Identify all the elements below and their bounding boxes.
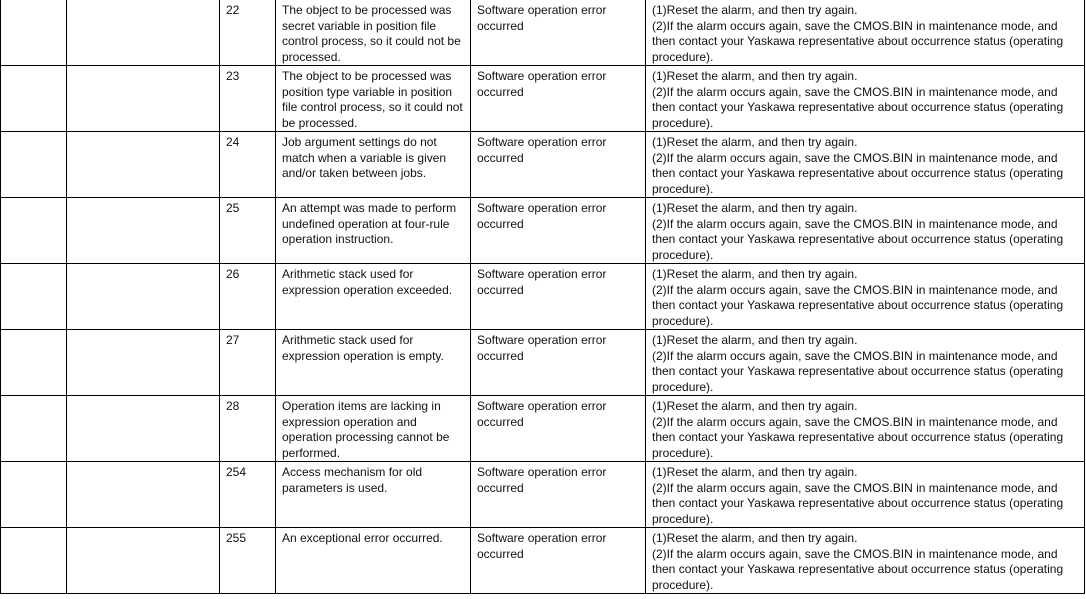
empty-cell xyxy=(67,66,220,132)
remedy-cell xyxy=(646,528,1085,594)
remedy-cell xyxy=(646,396,1085,462)
table-row xyxy=(1,66,1085,132)
remedy-step-1: (1)Reset the alarm, and then try again. xyxy=(652,399,858,413)
sub-code-cell: 27 xyxy=(220,330,276,396)
empty-cell xyxy=(67,528,220,594)
remedy-cell xyxy=(646,264,1085,330)
remedy-cell xyxy=(646,462,1085,528)
empty-cell xyxy=(67,198,220,264)
empty-cell xyxy=(67,264,220,330)
meaning-cell: An attempt was made to perform undefined operation at four-rule operation instruction. xyxy=(276,198,471,264)
meaning-cell: Access mechanism for old parameters is used. xyxy=(276,462,471,528)
table-row xyxy=(1,198,1085,264)
empty-cell xyxy=(67,330,220,396)
remedy-step-2: (2)If the alarm occurs again, save the CMOS.BIN in maintenance mode, and then contact your Yaskawa representative about occurrence status (operating procedure). xyxy=(652,414,1064,460)
remedy-step-1: (1)Reset the alarm, and then try again. xyxy=(652,465,858,479)
table-row xyxy=(1,462,1085,528)
remedy-step-2: (2)If the alarm occurs again, save the CMOS.BIN in maintenance mode, and then contact your Yaskawa representative about occurrence status (operating procedure). xyxy=(652,546,1064,592)
cause-cell: Software operation error occurred xyxy=(471,66,646,132)
table-row xyxy=(1,528,1085,594)
table-row xyxy=(1,132,1085,198)
table-row xyxy=(1,396,1085,462)
empty-cell xyxy=(1,198,67,264)
meaning-cell: Job argument settings do not match when a variable is given and/or taken between jobs. xyxy=(276,132,471,198)
remedy-step-2: (2)If the alarm occurs again, save the CMOS.BIN in maintenance mode, and then contact your Yaskawa representative about occurrence status (operating procedure). xyxy=(652,216,1064,262)
empty-cell xyxy=(67,0,220,66)
remedy-step-1: (1)Reset the alarm, and then try again. xyxy=(652,69,858,83)
empty-cell xyxy=(1,0,67,66)
remedy-cell xyxy=(646,198,1085,264)
meaning-cell: The object to be processed was position type variable in position file control process, so it could not be processed. xyxy=(276,66,471,132)
remedy-step-2: (2)If the alarm occurs again, save the CMOS.BIN in maintenance mode, and then contact your Yaskawa representative about occurrence status (operating procedure). xyxy=(652,84,1064,130)
empty-cell xyxy=(1,132,67,198)
empty-cell xyxy=(67,132,220,198)
meaning-cell: An exceptional error occurred. xyxy=(276,528,471,594)
cause-cell: Software operation error occurred xyxy=(471,132,646,198)
table-row xyxy=(1,264,1085,330)
meaning-cell: Arithmetic stack used for expression operation exceeded. xyxy=(276,264,471,330)
sub-code-cell: 25 xyxy=(220,198,276,264)
remedy-cell xyxy=(646,0,1085,66)
remedy-step-1: (1)Reset the alarm, and then try again. xyxy=(652,201,858,215)
cause-cell: Software operation error occurred xyxy=(471,198,646,264)
remedy-step-1: (1)Reset the alarm, and then try again. xyxy=(652,267,858,281)
meaning-cell: Operation items are lacking in expression operation and operation processing cannot be performed. xyxy=(276,396,471,462)
sub-code-cell: 28 xyxy=(220,396,276,462)
remedy-step-1: (1)Reset the alarm, and then try again. xyxy=(652,531,858,545)
remedy-step-1: (1)Reset the alarm, and then try again. xyxy=(652,135,858,149)
remedy-cell xyxy=(646,132,1085,198)
cause-cell: Software operation error occurred xyxy=(471,396,646,462)
empty-cell xyxy=(1,264,67,330)
table-row xyxy=(1,0,1085,66)
sub-code-cell: 254 xyxy=(220,462,276,528)
remedy-step-2: (2)If the alarm occurs again, save the CMOS.BIN in maintenance mode, and then contact your Yaskawa representative about occurrence status (operating procedure). xyxy=(652,282,1064,328)
empty-cell xyxy=(67,396,220,462)
remedy-step-1: (1)Reset the alarm, and then try again. xyxy=(652,333,858,347)
cause-cell: Software operation error occurred xyxy=(471,528,646,594)
remedy-step-1: (1)Reset the alarm, and then try again. xyxy=(652,3,858,17)
cause-cell: Software operation error occurred xyxy=(471,0,646,66)
empty-cell xyxy=(1,396,67,462)
remedy-step-2: (2)If the alarm occurs again, save the CMOS.BIN in maintenance mode, and then contact your Yaskawa representative about occurrence status (operating procedure). xyxy=(652,480,1064,526)
remedy-step-2: (2)If the alarm occurs again, save the CMOS.BIN in maintenance mode, and then contact your Yaskawa representative about occurrence status (operating procedure). xyxy=(652,150,1064,196)
empty-cell xyxy=(1,462,67,528)
remedy-step-2: (2)If the alarm occurs again, save the CMOS.BIN in maintenance mode, and then contact your Yaskawa representative about occurrence status (operating procedure). xyxy=(652,348,1064,394)
remedy-cell xyxy=(646,330,1085,396)
sub-code-cell: 26 xyxy=(220,264,276,330)
meaning-cell: Arithmetic stack used for expression operation is empty. xyxy=(276,330,471,396)
cause-cell: Software operation error occurred xyxy=(471,330,646,396)
sub-code-cell: 22 xyxy=(220,0,276,66)
empty-cell xyxy=(1,330,67,396)
empty-cell xyxy=(67,462,220,528)
sub-code-cell: 23 xyxy=(220,66,276,132)
table-row xyxy=(1,330,1085,396)
remedy-cell xyxy=(646,66,1085,132)
empty-cell xyxy=(1,528,67,594)
sub-code-cell: 255 xyxy=(220,528,276,594)
remedy-step-2: (2)If the alarm occurs again, save the CMOS.BIN in maintenance mode, and then contact your Yaskawa representative about occurrence status (operating procedure). xyxy=(652,18,1064,64)
cause-cell: Software operation error occurred xyxy=(471,462,646,528)
empty-cell xyxy=(1,66,67,132)
cause-cell: Software operation error occurred xyxy=(471,264,646,330)
meaning-cell: The object to be processed was secret variable in position file control process, so it could not be processed. xyxy=(276,0,471,66)
sub-code-cell: 24 xyxy=(220,132,276,198)
